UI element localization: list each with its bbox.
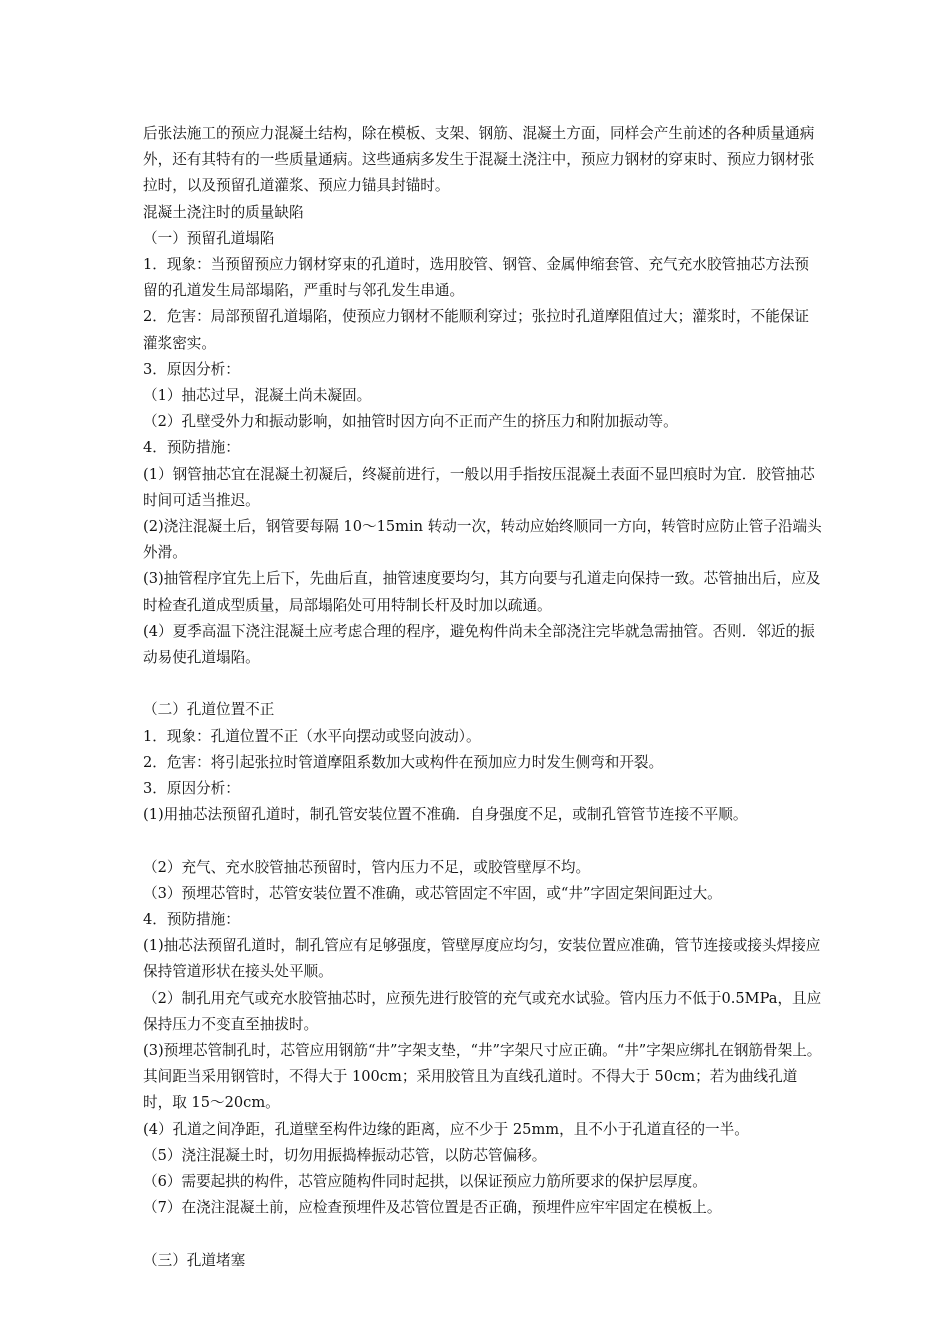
paragraph: （2）制孔用充气或充水胶管抽芯时，应预先进行胶管的充气或充水试验。管内压力不低于0.5MPa，且应保持压力不变直至抽拔时。	[143, 989, 822, 1033]
paragraph: (3)抽管程序宜先上后下，先曲后直，抽管速度要均匀，其方向要与孔道走向保持一致。芯管抽出后，应及时检查孔道成型质量，局部塌陷处可用特制长杆及时加以疏通。	[143, 570, 821, 614]
section-heading: 混凝土浇注时的质量缺陷	[143, 203, 304, 221]
paragraph: (4）夏季高温下浇注混凝土应考虑合理的程序，避免构件尚未全部浇注完毕就急需抽管。否则．邻近的振动易使孔道塌陷。	[143, 622, 815, 667]
paragraph: 4．预防措施：	[143, 439, 240, 457]
paragraph: （2）充气、充水胶管抽芯预留时，管内压力不足，或胶管壁厚不均。	[143, 858, 591, 876]
paragraph: (4）孔道之间净距，孔道壁至构件边缘的距离，应不少于 25mm，且不小于孔道直径的一半。	[143, 1120, 749, 1138]
blank-line	[143, 1222, 823, 1248]
paragraph: （5）浇注混凝土时，切勿用振捣棒振动芯管，以防芯管偏移。	[143, 1146, 547, 1164]
paragraph: (1)抽芯法预留孔道时，制孔管应有足够强度，管壁厚度应均匀，安装位置应准确，管节连接或接头焊接应保持管道形状在接头处平顺。	[143, 937, 821, 981]
paragraph: (3)预埋芯管制孔时，芯管应用钢筋“井”字架支垫，“井”字架尺寸应正确。“井”字架应绑扎在钢筋骨架上。其间距当采用钢管时，不得大于 100cm；采用胶管且为直线孔道时。不得大于 50cm；若为曲线孔道时，取 15～20cm。	[143, 1042, 822, 1112]
paragraph: 3．原因分析：	[143, 780, 240, 798]
paragraph: 4．预防措施：	[143, 911, 240, 929]
paragraph: (1）钢管抽芯宜在混凝土初凝后，终凝前进行，一般以用手指按压混凝土表面不显凹痕时为宜．胶管抽芯时间可适当推迟。	[143, 465, 815, 509]
subsection-heading: （三）孔道堵塞	[143, 1251, 246, 1269]
paragraph: （6）需要起拱的构件，芯管应随构件同时起拱，以保证预应力筋所要求的保护层厚度。	[143, 1173, 707, 1191]
paragraph: (2)浇注混凝土后，钢管要每隔 10～15min 转动一次，转动应始终顺同一方向，转管时应防止管子沿端头外滑。	[143, 518, 822, 562]
blank-line	[143, 671, 823, 697]
paragraph: 1．现象：当预留预应力钢材穿束的孔道时，选用胶管、钢管、金属伸缩套管、充气充水胶管抽芯方法预留的孔道发生局部塌陷，严重时与邻孔发生串通。	[143, 256, 810, 300]
paragraph: （1）抽芯过早，混凝土尚未凝固。	[143, 387, 372, 405]
subsection-heading: （一）预留孔道塌陷	[143, 229, 275, 247]
paragraph: 2．危害：将引起张拉时管道摩阻系数加大或构件在预加应力时发生侧弯和开裂。	[143, 753, 664, 771]
intro-paragraph: 后张法施工的预应力混凝土结构，除在模板、支架、钢筋、混凝土方面，同样会产生前述的各种质量通病外，还有其特有的一些质量通病。这些通病多发生于混凝土浇注中，预应力钢材的穿束时、预应力钢材张拉时，以及预留孔道灌浆、预应力锚具封锚时。	[143, 125, 815, 195]
paragraph: 3．原因分析：	[143, 360, 240, 378]
paragraph: 2．危害：局部预留孔道塌陷，使预应力钢材不能顺利穿过；张拉时孔道摩阻值过大；灌浆时，不能保证灌浆密实。	[143, 308, 810, 352]
paragraph: (1)用抽芯法预留孔道时，制孔管安装位置不准确．自身强度不足，或制孔管管节连接不平顺。	[143, 806, 748, 824]
paragraph: 1．现象：孔道位置不正（水平向摆动或竖向波动）。	[143, 727, 481, 745]
paragraph: （7）在浇注混凝土前，应检查预埋件及芯管位置是否正确，预埋件应牢牢固定在模板上。	[143, 1199, 722, 1217]
blank-line	[143, 828, 823, 854]
paragraph: （2）孔壁受外力和振动影响，如抽管时因方向不正而产生的挤压力和附加振动等。	[143, 413, 678, 431]
subsection-heading: （二）孔道位置不正	[143, 701, 275, 719]
paragraph: （3）预埋芯管时，芯管安装位置不准确，或芯管固定不牢固，或“井”字固定架间距过大。	[143, 884, 722, 902]
document-body	[143, 121, 823, 1274]
